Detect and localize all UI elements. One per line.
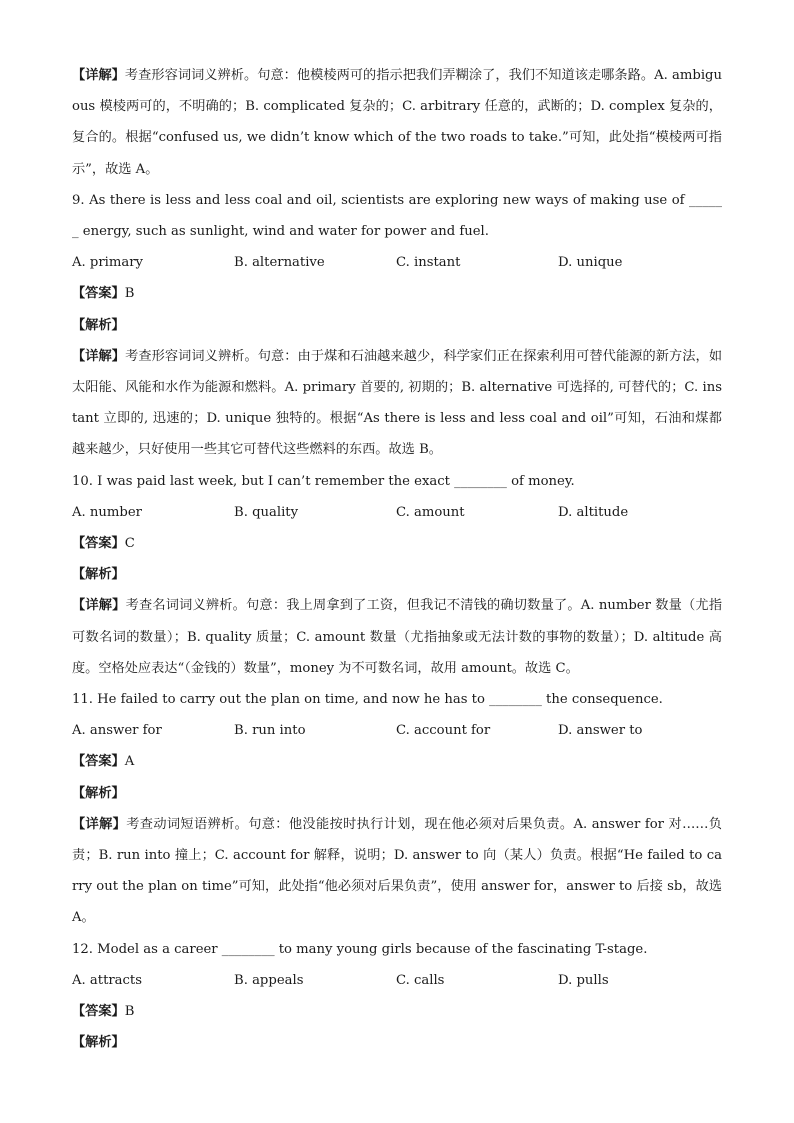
answer-line <box>72 996 722 1027</box>
answer-value: B <box>124 286 135 302</box>
explanation-paragraph <box>72 809 722 934</box>
question-11-options <box>72 715 722 746</box>
detail-label: 【详解】 <box>72 348 126 364</box>
detail-label: 【详解】 <box>72 816 127 832</box>
explanation-text: 考查形容词词义辨析。句意：他模棱两可的指示把我们弄糊涂了，我们不知道该走哪条路。A. ambiguous 模棱两可的，不明确的；B. complicated 复杂的；C. arbitrary 任意的，武断的；D. complex 复杂的，复合的。根据“confused us, we didn’t know which of the two roads to take.”可知，此处指“模棱两可指示”，故选 A。 <box>72 68 722 177</box>
question-12: 12. Model as a career ________ to many young girls because of the fascinating T-stage. <box>72 941 648 957</box>
question-10-options <box>72 497 722 528</box>
analysis-label: 【解析】 <box>72 785 125 801</box>
analysis-line <box>72 778 722 809</box>
question-9-options <box>72 247 722 278</box>
answer-label: 【答案】 <box>72 1004 125 1020</box>
option-c: C. amount <box>396 504 465 520</box>
option-c: C. account for <box>396 723 491 739</box>
option-a: A. number <box>72 504 142 520</box>
question-9: 9. As there is less and less coal and oil, scientists are exploring new ways of making use of ______ energy, such as sunlight, wind and water for power and fuel. <box>72 192 722 240</box>
answer-label: 【答案】 <box>72 286 125 302</box>
detail-label: 【详解】 <box>72 68 125 83</box>
option-b: B. quality <box>234 504 299 520</box>
option-d: D. unique <box>558 255 623 271</box>
explanation-paragraph <box>72 341 722 466</box>
answer-value: A <box>124 754 135 770</box>
answer-line <box>72 278 722 309</box>
question-11: 11. He failed to carry out the plan on time, and now he has to ________ the consequence. <box>72 692 663 708</box>
option-b: B. alternative <box>234 255 325 271</box>
explanation-text: 考查形容词词义辨析。句意：由于煤和石油越来越少，科学家们正在探索利用可替代能源的新方法，如太阳能、风能和水作为能源和燃料。A. primary 首要的, 初期的；B. alternative 可选择的, 可替代的；C. instant 立即的, 迅速的；D. unique 独特的。根据“As there is less and less coal and oil”可知，石油和煤都越来越少，只好使用一些其它可替代这些燃料的东西。故选 B。 <box>72 348 723 458</box>
analysis-label: 【解析】 <box>72 317 125 333</box>
option-a: A. answer for <box>72 723 162 739</box>
explanation-text: 考查动词短语辨析。句意：他没能按时执行计划，现在他必须对后果负责。A. answer for 对……负责；B. run into 撞上；C. account for 解释，说明；D. answer to 向（某人）负责。根据“He failed to carry out the plan on time”可知，此处指“他必须对后果负责”，使用 answer for，answer to 后接 sb，故选 A。 <box>72 816 722 926</box>
option-b: B. appeals <box>234 972 304 988</box>
question-12-options <box>72 965 722 996</box>
analysis-label: 【解析】 <box>72 1035 125 1051</box>
answer-line <box>72 746 722 777</box>
explanation-paragraph <box>72 590 722 684</box>
analysis-line <box>72 559 722 590</box>
option-d: D. answer to <box>558 723 643 739</box>
option-b: B. run into <box>234 723 306 739</box>
explanation-text: 考查名词词义辨析。句意：我上周拿到了工资，但我记不清钱的确切数量了。A. number 数量（尤指可数名词的数量）；B. quality 质量；C. amount 数量（尤指抽象或无法计数的事物的数量）；D. altitude 高度。空格处应表达“（金钱的）数量”，money 为不可数名词，故用 amount。故选 C。 <box>72 598 723 676</box>
option-a: A. primary <box>72 255 143 271</box>
option-c: C. calls <box>396 972 445 988</box>
question-10: 10. I was paid last week, but I can’t remember the exact ________ of money. <box>72 473 575 489</box>
answer-value: C <box>124 536 135 552</box>
explanation-paragraph <box>72 60 722 185</box>
analysis-label: 【解析】 <box>72 567 125 583</box>
option-d: D. pulls <box>558 972 609 988</box>
option-c: C. instant <box>396 255 461 271</box>
option-a: A. attracts <box>72 972 142 988</box>
detail-label: 【详解】 <box>72 598 126 614</box>
answer-value: B <box>124 1004 135 1020</box>
option-d: D. altitude <box>558 504 629 520</box>
answer-line <box>72 528 722 559</box>
answer-label: 【答案】 <box>72 536 125 552</box>
answer-label: 【答案】 <box>72 754 125 770</box>
analysis-line <box>72 310 722 341</box>
document-page <box>72 60 722 1059</box>
analysis-line <box>72 1027 722 1058</box>
